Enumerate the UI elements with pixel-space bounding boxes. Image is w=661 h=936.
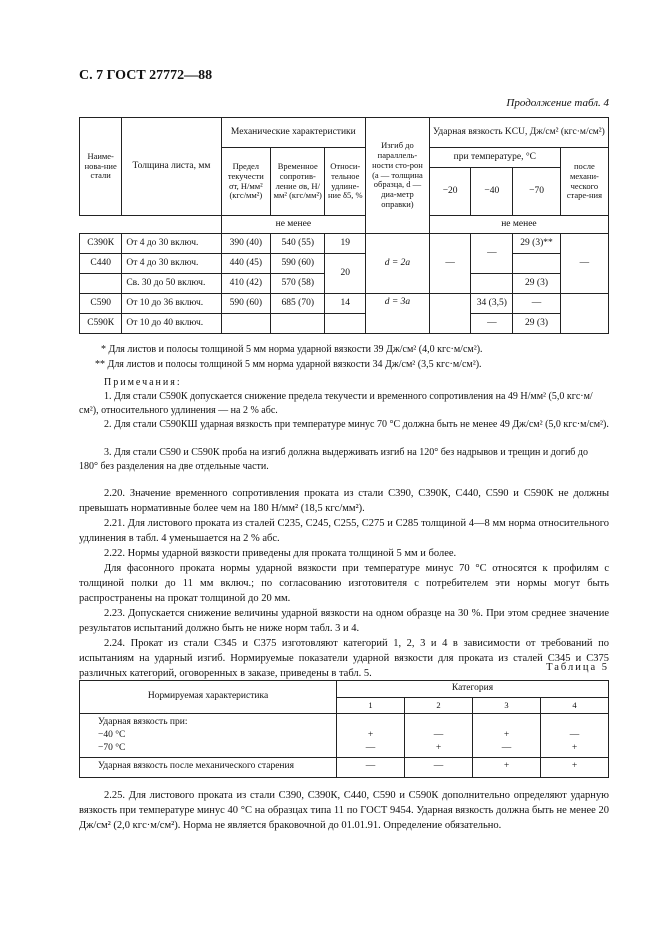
- cell-value: —: [501, 742, 512, 753]
- cell-value: +: [367, 729, 374, 740]
- cell-grade: С590К: [80, 314, 122, 334]
- not-less-mech: не менее: [221, 216, 365, 234]
- cell-yield: 590 (60): [221, 294, 270, 314]
- cell-value: +: [503, 729, 510, 740]
- note-1: 1. Для стали С590К допускается снижение предела текучести и временного сопротивления на 49 Н/мм² (5,0 кгс·м/см²), относительного удлинения — на 2 % абс.: [79, 391, 593, 416]
- cell-m70: —: [513, 294, 561, 314]
- temp-m20: −20: [429, 168, 471, 216]
- cell-thickness: От 4 до 30 включ.: [122, 254, 221, 274]
- cell-elong: [325, 314, 366, 334]
- row-impact-label: [80, 713, 337, 757]
- para-2-25: 2.25. Для листового проката из стали С390, С390К, С440, С590 и С590К дополнительно определяют ударную вязкость при температуре минус 40 °С на образцах типа 11 по ГОСТ 9454. Ударная вязкость должна быть не менее 20 Дж/см² (2,0 кгс·м/см²). Норма не является браковочной до 01.01.91. Определение обязательно.: [79, 790, 609, 831]
- cell-m70: 29 (3): [513, 274, 561, 294]
- cell-thickness: От 10 до 40 включ.: [122, 314, 221, 334]
- cell-tensile: 590 (60): [271, 254, 325, 274]
- cell-tensile: 685 (70): [271, 294, 325, 314]
- cell-m40: —: [471, 314, 513, 334]
- cell-yield: 410 (42): [221, 274, 270, 294]
- cat-4: 4: [541, 697, 609, 713]
- cat-1: 1: [337, 697, 405, 713]
- col-grade-header: Наиме-нова-ние стали: [80, 118, 122, 216]
- impact-temp-70: −70 °С: [98, 742, 126, 753]
- cell-m70: 29 (3): [513, 314, 561, 334]
- cell-elong-merged: 20: [325, 254, 366, 294]
- cell-cat2: [405, 713, 473, 757]
- impact-label: Ударная вязкость при:: [98, 716, 188, 727]
- notes-title: Примечания:: [104, 377, 182, 388]
- not-less-impact: не менее: [429, 216, 608, 234]
- para-2-20: 2.20. Значение временного сопротивления проката из стали С390, С390К, С440, С590 и С590К не должны превышать нормативные более чем на 180 Н/мм² (18,5 кгс/мм²).: [79, 488, 609, 514]
- para-2-22: 2.22. Нормы ударной вязкости приведены для проката толщиной 5 мм и более.: [104, 548, 457, 559]
- cell-cat3: [473, 713, 541, 757]
- cell-yield: 390 (40): [221, 234, 270, 254]
- cat-2: 2: [405, 697, 473, 713]
- cell-m70: [513, 254, 561, 274]
- para-2-23: 2.23. Допускается снижение величины ударной вязкости на одном образце на 30 %. При этом среднее значение результатов испытаний должно быть не ниже норм табл. 3 и 4.: [79, 608, 609, 634]
- cell-aging-merged: —: [560, 234, 608, 294]
- cell-thickness: От 4 до 30 включ.: [122, 234, 221, 254]
- cell-m40: [471, 274, 513, 294]
- para-2-24: 2.24. Прокат из стали С345 и С375 изготовляют категорий 1, 2, 3 и 4 в зависимости от требований по испытаниям на ударный изгиб. Нормируемые показатели ударной вязкости для проката из сталей С345 и С375 различных категорий, оговоренных в заказе, приведены в табл. 5.: [79, 638, 609, 679]
- table-5-caption: Таблица 5: [546, 662, 609, 673]
- table-row: [80, 757, 609, 777]
- col-bend-header: Изгиб до параллель-ности сто-рон (a — толщина образца, d — диа-метр оправки): [366, 118, 430, 234]
- cell-grade: [80, 274, 122, 294]
- cell-value: —: [337, 757, 405, 777]
- table-row: [80, 254, 609, 274]
- cell-m40: 34 (3,5): [471, 294, 513, 314]
- temp-m70: −70: [513, 168, 561, 216]
- impact-temp-40: −40 °С: [98, 729, 126, 740]
- col-thickness-header: Толщина листа, мм: [122, 118, 221, 216]
- cat-3: 3: [473, 697, 541, 713]
- note-3: 3. Для стали С590 и С590К проба на изгиб должна выдерживать изгиб на 120° без надрывов и трещин и догиб до 180° без разделения на две отдельные части.: [79, 447, 588, 472]
- note-2: 2. Для стали С590КШ ударная вязкость при температуре минус 70 °С должна быть не менее 49 Дж/см² (5,0 кгс·м/см²).: [104, 419, 609, 430]
- cell-tensile: 570 (58): [271, 274, 325, 294]
- cell-value: +: [541, 757, 609, 777]
- cell-m40-merged: —: [471, 234, 513, 274]
- footnote-1: * Для листов и полосы толщиной 5 мм норма ударной вязкости 39 Дж/см² (4,0 кгс·м/см²).: [101, 344, 483, 355]
- cell-grade: С590: [80, 294, 122, 314]
- cell-yield: 440 (45): [221, 254, 270, 274]
- cell-value: +: [571, 742, 578, 753]
- col-elong-header: Относи-тельное удлине-ние δ5, %: [325, 148, 366, 216]
- col-tensile-header: Временное сопротив-ление σв, Н/мм² (кгс/мм²): [271, 148, 325, 216]
- para-2-21: 2.21. Для листового проката из сталей С235, С245, С255, С275 и С285 толщиной 4—8 мм норма относительного удлинения в табл. 4 уменьшается на 2 % абс.: [79, 518, 609, 544]
- table-row: [80, 314, 609, 334]
- cell-bend: d = 3a: [366, 294, 430, 334]
- cell-value: —: [365, 742, 376, 753]
- table-continuation-label: Продолжение табл. 4: [506, 97, 609, 109]
- table-row: [80, 713, 609, 757]
- temp-m40: −40: [471, 168, 513, 216]
- col-yield-header: Предел текучести σт, Н/мм² (кгс/мм²): [221, 148, 270, 216]
- para-2-22-b: Для фасонного проката нормы ударной вязкости при температуре минус 70 °С относятся к профилям с толщиной полки до 11 мм включ.; по согласованию изготовителя с потребителем эти нормы могут быть распространены на прокат толщиной до 20 мм.: [79, 563, 609, 604]
- cell-thickness: От 10 до 36 включ.: [122, 294, 221, 314]
- cell-grade: С440: [80, 254, 122, 274]
- row-aging-label: Ударная вязкость после механического старения: [80, 757, 337, 777]
- cell-cat1: [337, 713, 405, 757]
- cell-elong: 14: [325, 294, 366, 314]
- cell-aging: [560, 294, 608, 334]
- table-row: [80, 234, 609, 254]
- footnote-2: ** Для листов и полосы толщиной 5 мм норма ударной вязкости 34 Дж/см² (3,5 кгс·м/см²).: [95, 359, 482, 370]
- cell-m20: [429, 294, 471, 334]
- cell-bend-merged: d = 2a: [366, 234, 430, 294]
- table-4: [79, 117, 609, 334]
- col-at-temp-header: при температуре, °С: [429, 148, 560, 168]
- col-aging-header: после механи-ческого старе-ния: [560, 148, 608, 216]
- cell-value: +: [435, 742, 442, 753]
- col-mech-header: Механические характеристики: [221, 118, 365, 148]
- cell-grade: С390К: [80, 234, 122, 254]
- table-5: [79, 680, 609, 778]
- col-char-header: Нормируемая характеристика: [80, 681, 337, 714]
- cell-value: —: [569, 729, 580, 740]
- cell-tensile: [271, 314, 325, 334]
- cell-tensile: 540 (55): [271, 234, 325, 254]
- cell-value: —: [405, 757, 473, 777]
- cell-value: +: [473, 757, 541, 777]
- col-impact-header: Ударная вязкость KCU, Дж/см² (кгс·м/см²): [429, 118, 608, 148]
- cell-elong: 19: [325, 234, 366, 254]
- col-cat-header: Категория: [337, 681, 609, 698]
- cell-cat4: [541, 713, 609, 757]
- table-row: [80, 294, 609, 314]
- cell-m70: 29 (3)**: [513, 234, 561, 254]
- cell-thickness: Св. 30 до 50 включ.: [122, 274, 221, 294]
- cell-m20-merged: —: [429, 234, 471, 294]
- cell-yield: [221, 314, 270, 334]
- cell-value: —: [433, 729, 444, 740]
- page-header: С. 7 ГОСТ 27772—88: [79, 68, 213, 83]
